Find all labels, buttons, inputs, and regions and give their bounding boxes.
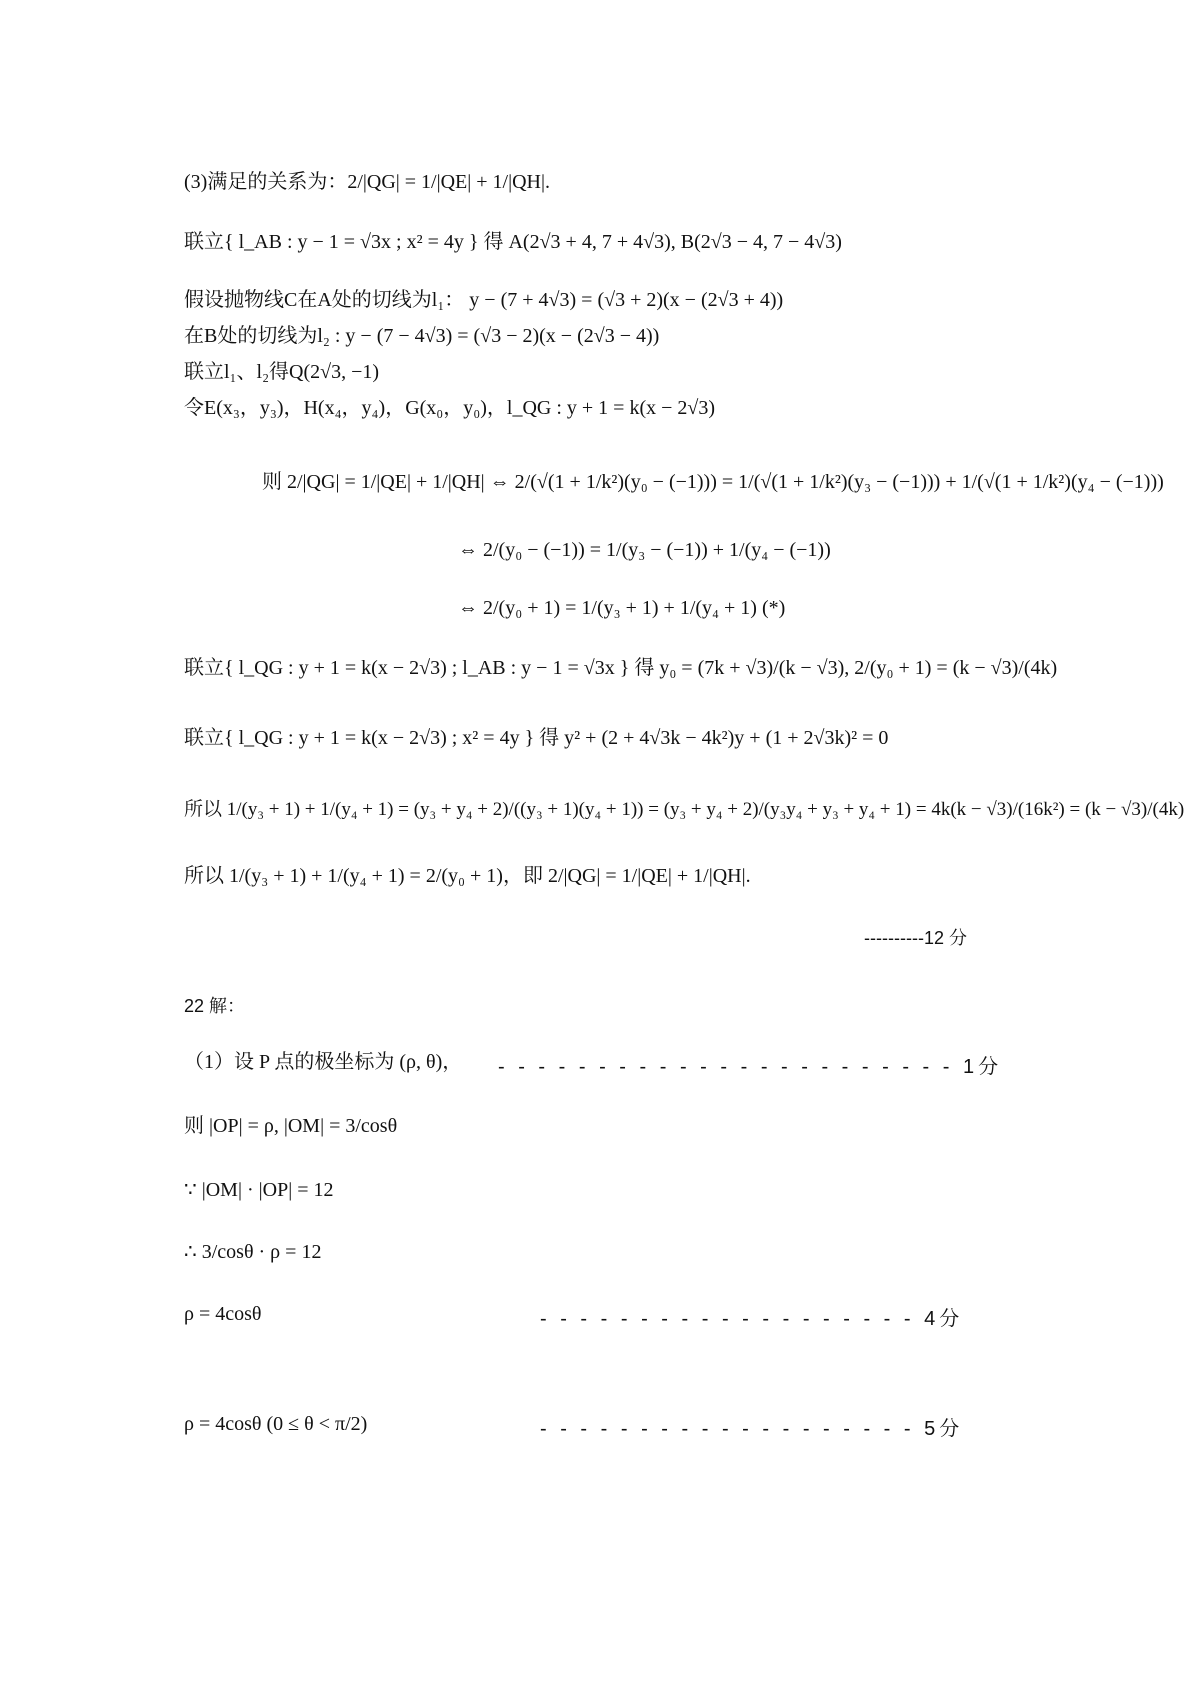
q22-step-6: ρ = 4cosθ (0 ≤ θ < π/2): [184, 1413, 368, 1435]
tangent-at-b: 在B处的切线为l₂ : y − (7 − 4√3) = (√3 − 2)(x − (2√3 − 4)): [184, 325, 660, 347]
q22-step-5-score: - - - - - - - - - - - - - - - - - - - 4分: [540, 1308, 964, 1330]
q22-step-4: ∴ 3/cosθ · ρ = 12: [184, 1241, 322, 1263]
equivalence-step-1: 则 2/|QG| = 1/|QE| + 1/|QH| ⇔ 2/(√(1 + 1/k²)(y₀ − (−1))) = 1/(√(1 + 1/k²)(y₃ − (−1))) + 1/(√(1 + 1/k²)(y₄ − (−1))): [262, 471, 1164, 493]
conclusion: 所以 1/(y₃ + 1) + 1/(y₄ + 1) = 2/(y₀ + 1)，即 2/|QG| = 1/|QE| + 1/|QH|.: [184, 865, 751, 887]
relation-statement: (3)满足的关系为：2/|QG| = 1/|QE| + 1/|QH|.: [184, 171, 551, 193]
q22-step-5: ρ = 4cosθ: [184, 1303, 262, 1325]
q22-step-1: （1）设 P 点的极坐标为 (ρ, θ)，: [184, 1051, 463, 1073]
sum-computation: 所以 1/(y₃ + 1) + 1/(y₄ + 1) = (y₃ + y₄ + 2)/((y₃ + 1)(y₄ + 1)) = (y₃ + y₄ + 2)/(y₃y₄ + y₃ + y₄ + 1) = 4k(k − √3)/(16k²) = (k − √3)/(4k): [184, 799, 1185, 820]
q22-step-1-score: - - - - - - - - - - - - - - - - - - - - - - - 1分: [498, 1056, 1003, 1078]
point-q: 联立l₁、l₂得Q(2√3, −1): [184, 361, 380, 383]
solve-qg-ab: 联立{ l_QG : y + 1 = k(x − 2√3) ; l_AB : y − 1 = √3x } 得 y₀ = (7k + √3)/(k − √3), 2/(y₀ + 1) = (k − √3)/(4k): [184, 657, 1058, 679]
equivalence-step-3: ⇔ 2/(y₀ + 1) = 1/(y₃ + 1) + 1/(y₄ + 1) (*): [458, 597, 786, 619]
q22-step-3: ∵ |OM| · |OP| = 12: [184, 1179, 334, 1201]
score-12: ----------12 分: [864, 928, 967, 948]
equivalence-step-2: ⇔ 2/(y₀ − (−1)) = 1/(y₃ − (−1)) + 1/(y₄ − (−1)): [458, 539, 831, 561]
tangent-at-a: 假设抛物线C在A处的切线为l₁： y − (7 + 4√3) = (√3 + 2)(x − (2√3 + 4)): [184, 289, 784, 311]
q22-step-2: 则 |OP| = ρ, |OM| = 3/cosθ: [184, 1115, 398, 1137]
solve-line-ab-parabola: 联立{ l_AB : y − 1 = √3x ; x² = 4y } 得 A(2√3 + 4, 7 + 4√3), B(2√3 − 4, 7 − 4√3): [184, 231, 842, 253]
q22-step-6-score: - - - - - - - - - - - - - - - - - - - 5分: [540, 1418, 964, 1440]
solve-qg-parabola: 联立{ l_QG : y + 1 = k(x − 2√3) ; x² = 4y } 得 y² + (2 + 4√3k − 4k²)y + (1 + 2√3k)² = 0: [184, 727, 889, 749]
q22-heading: 22 解：: [184, 996, 246, 1016]
let-points: 令E(x₃，y₃)，H(x₄，y₄)，G(x₀，y₀)，l_QG : y + 1 = k(x − 2√3): [184, 397, 716, 419]
